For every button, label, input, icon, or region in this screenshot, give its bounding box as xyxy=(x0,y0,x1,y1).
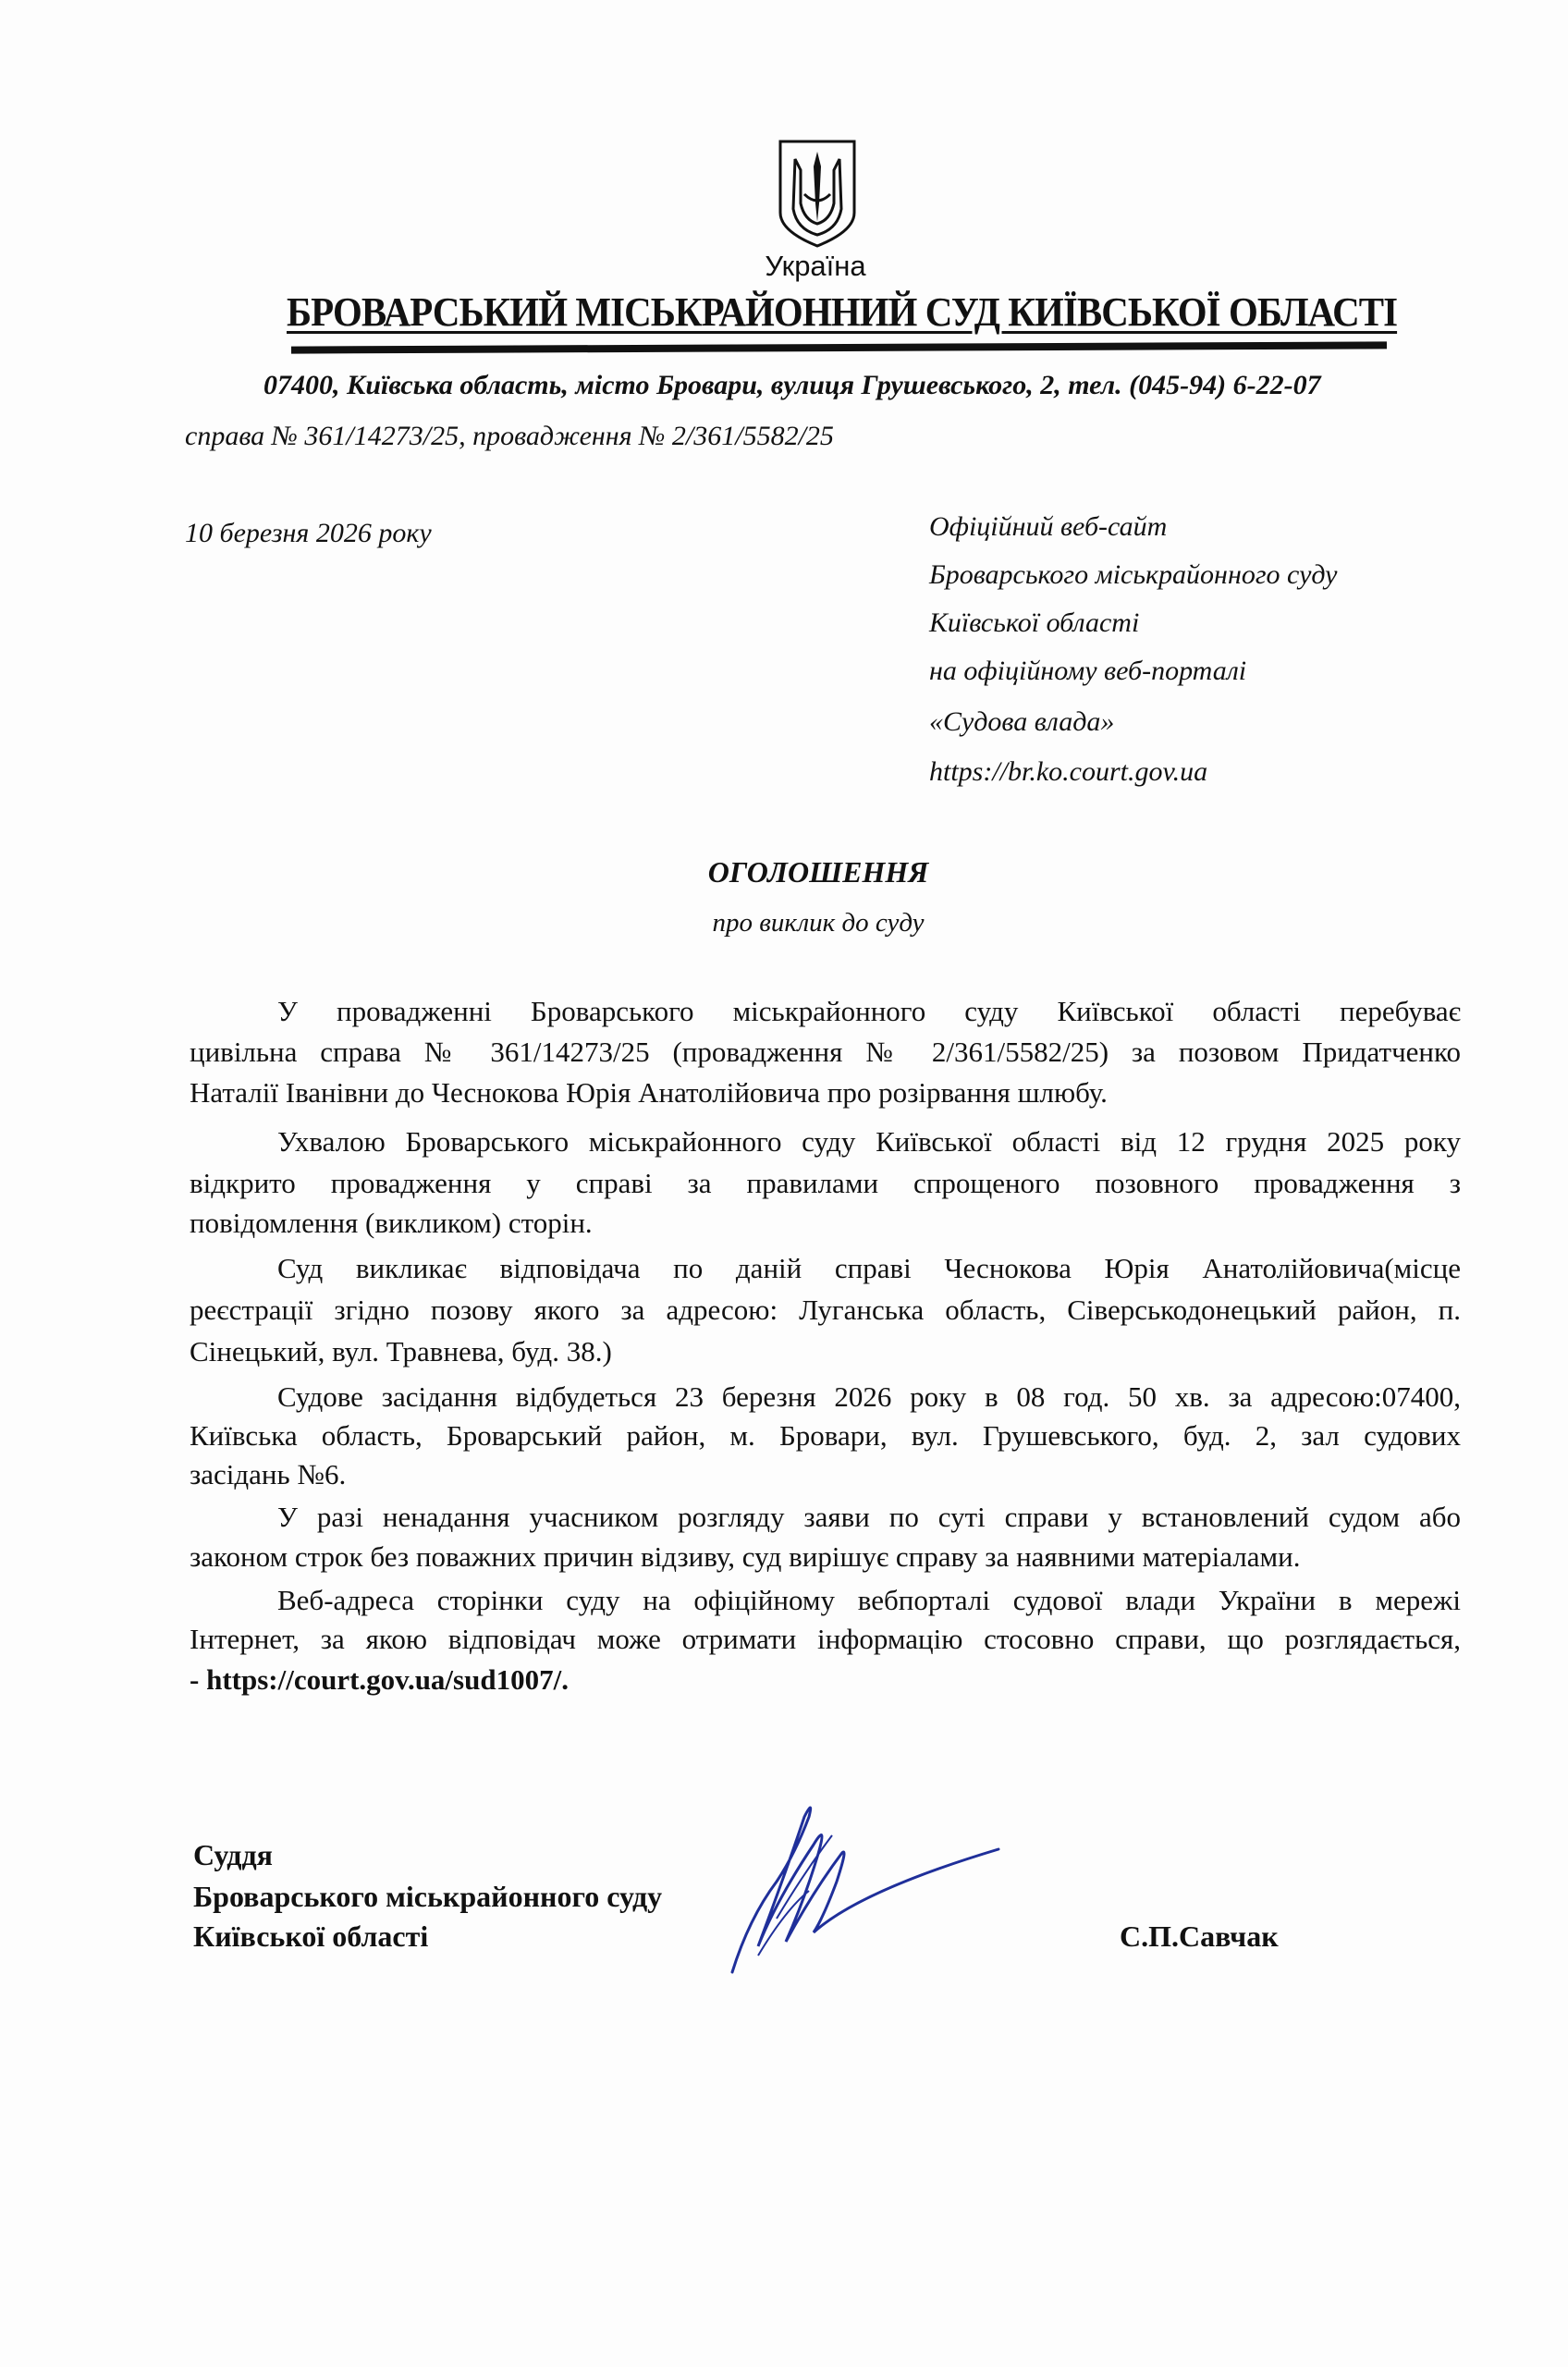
body-line: Сінецький, вул. Травнева, буд. 38.) xyxy=(190,1335,612,1367)
body-line: Наталії Іванівни до Чеснокова Юрія Анатолійовича про розірвання шлюбу. xyxy=(190,1076,1108,1109)
court-web-link[interactable]: https://court.gov.ua/sud1007/. xyxy=(206,1663,569,1696)
body-line: відкрито провадження у справі за правилами спрощеного позовного провадження з xyxy=(190,1167,1461,1199)
body-line: Інтернет, за якою відповідач може отримати інформацію стосовно справи, що розглядається, xyxy=(190,1623,1461,1655)
body-line: Ухвалою Броварського міськрайонного суду Київської області від 12 грудня 2025 року xyxy=(277,1125,1461,1158)
body-line: Суд викликає відповідача по даній справі Чеснокова Юрія Анатолійовича(місце xyxy=(277,1252,1461,1284)
document-date: 10 березня 2026 року xyxy=(185,518,432,548)
announcement-subtitle: про виклик до суду xyxy=(712,908,925,938)
body-line: реєстрації згідно позову якого за адресою: Луганська область, Сіверськодонецький район, п. xyxy=(190,1294,1461,1326)
header-divider xyxy=(291,341,1387,353)
judge-role: Суддя xyxy=(193,1838,273,1871)
judge-court-line-1: Броварського міськрайонного суду xyxy=(193,1880,663,1913)
body-line: У разі ненадання учасником розгляду заяви по суті справи у встановлений судом або xyxy=(277,1501,1461,1533)
body-line: У провадженні Броварського міськрайонного суду Київської області перебуває xyxy=(277,995,1461,1027)
court-address: 07400, Київська область, місто Бровари, вулиця Грушевського, 2, тел. (045-94) 6-22-07 xyxy=(263,370,1321,400)
recipient-line: на офіційному веб-порталі xyxy=(929,656,1247,686)
body-line: Київська область, Броварський район, м. Бровари, вул. Грушевського, буд. 2, зал судових xyxy=(190,1419,1461,1452)
body-line: Веб-адреса сторінки суду на офіційному вебпорталі судової влади України в мережі xyxy=(277,1584,1461,1616)
body-line: засідань №6. xyxy=(190,1458,347,1490)
body-line: Судове засідання відбудеться 23 березня 2026 року в 08 год. 50 хв. за адресою:07400, xyxy=(277,1380,1461,1413)
recipient-line: Офіційний веб-сайт xyxy=(929,511,1168,542)
body-line: цивільна справа № 361/14273/25 (провадження № 2/361/5582/25) за позовом Придатченко xyxy=(190,1036,1461,1068)
body-line: повідомлення (викликом) сторін. xyxy=(190,1207,593,1239)
recipient-line: Броварського міськрайонного суду xyxy=(929,559,1338,590)
recipient-line: «Судова влада» xyxy=(929,706,1115,737)
recipient-line: Київської області xyxy=(929,607,1140,638)
coat-of-arms-trident-icon xyxy=(777,139,858,248)
body-line: законом строк без поважних причин відзиву, суд вирішує справу за наявними матеріалами. xyxy=(190,1540,1301,1573)
announcement-title: ОГОЛОШЕННЯ xyxy=(707,855,929,889)
court-title: БРОВАРСЬКИЙ МІСЬКРАЙОННИЙ СУД КИЇВСЬКОЇ ОБЛАСТІ xyxy=(287,289,1398,335)
link-prefix: - xyxy=(190,1663,207,1696)
judge-court-line-2: Київської області xyxy=(193,1919,429,1953)
recipient-website: https://br.ko.court.gov.ua xyxy=(929,756,1208,787)
handwritten-signature xyxy=(721,1780,1017,1983)
country-label: Україна xyxy=(765,250,866,282)
case-reference: справа № 361/14273/25, провадження № 2/361/5582/25 xyxy=(185,421,834,451)
judge-name: С.П.Савчак xyxy=(1120,1919,1279,1953)
